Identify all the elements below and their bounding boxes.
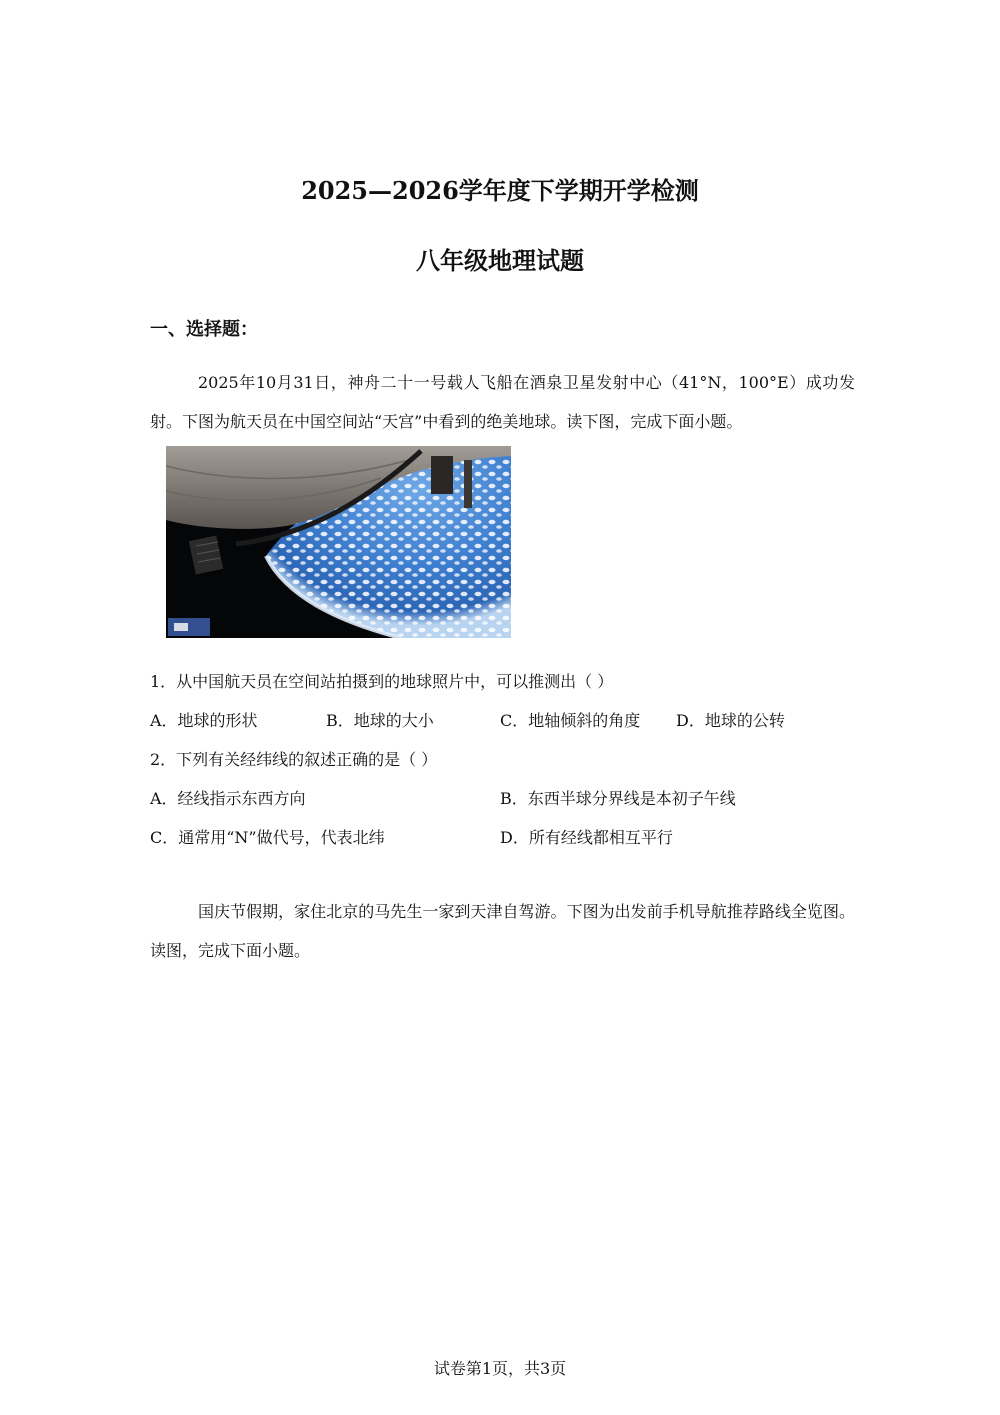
passage-1-text: 2025年10月31日，神舟二十一号载人飞船在酒泉卫星发射中心（41°N，100°E）成功发射。下图为航天员在中国空间站“天宫”中看到的绝美地球。读下图，完成下面小题。 [150, 373, 855, 431]
question-2-option-b[interactable]: B．东西半球分界线是本初子午线 [500, 789, 736, 808]
earth-from-space-station-photo [166, 446, 511, 638]
reading-passage-1 [150, 363, 855, 441]
exam-subtitle: 八年级地理试题 [416, 246, 584, 275]
reading-passage-2 [150, 892, 855, 970]
question-1-stem: 1．从中国航天员在空间站拍摄到的地球照片中，可以推测出（ ） [150, 672, 614, 691]
page-footer: 试卷第1页，共3页 [433, 1359, 567, 1378]
question-2-option-a[interactable]: A．经线指示东西方向 [150, 789, 306, 808]
question-1-option-a[interactable]: A．地球的形状 [150, 711, 258, 730]
passage-2-text: 国庆节假期，家住北京的马先生一家到天津自驾游。下图为出发前手机导航推荐路线全览图。读图，完成下面小题。 [150, 902, 855, 960]
section-heading: 一、选择题： [150, 319, 258, 340]
question-2-option-c[interactable]: C．通常用“N”做代号，代表北纬 [150, 828, 385, 847]
exam-title: 2025—2026学年度下学期开学检测 [301, 176, 699, 205]
question-2-option-d[interactable]: D．所有经线都相互平行 [500, 828, 673, 847]
question-1-option-c[interactable]: C．地轴倾斜的角度 [500, 711, 641, 730]
question-1-option-d[interactable]: D．地球的公转 [676, 711, 785, 730]
question-1-option-b[interactable]: B．地球的大小 [326, 711, 434, 730]
question-2-stem: 2．下列有关经纬线的叙述正确的是（ ） [150, 750, 438, 769]
